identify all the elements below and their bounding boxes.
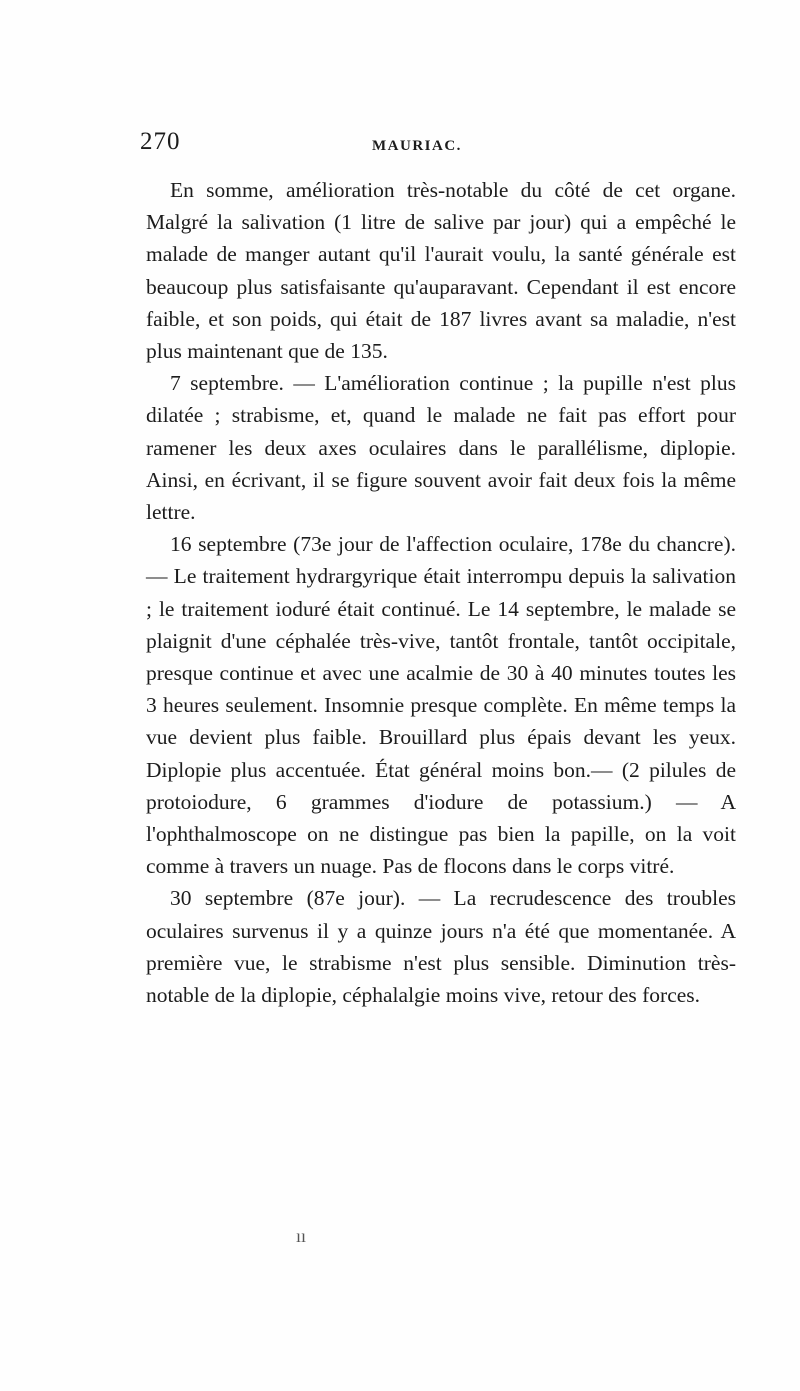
paragraph-1: En somme, amélioration très-notable du côté de cet organe. Malgré la salivation (1 litre de salive par jour) qui a empêché le malade de manger autant qu'il l'aurait voulu, la santé générale est beaucoup plus satisfaisante qu'auparavant. Cependant il est encore faible, et son poids, qui était de 187 livres avant sa maladie, n'est plus maintenant que de 135. [146,178,736,364]
running-head: MAURIAC. [372,138,462,154]
body-text [146,174,736,1011]
paragraph-4: 30 septembre (87e jour). — La recrudescence des troubles oculaires survenus il y a quinze jours n'a été que momentanée. A première vue, le strabisme n'est plus sensible. Diminution très-notable de la diplopie, céphalalgie moins vive, retour des forces. [146,886,736,1008]
page-number: 270 [140,128,181,155]
paragraph-2: 7 septembre. — L'amélioration continue ; la pupille n'est plus dilatée ; strabisme, et, quand le malade ne fait pas effort pour ramener les deux axes oculaires dans le parallélisme, diplopie. Ainsi, en écrivant, il se figure souvent avoir fait deux fois la même lettre. [146,371,736,525]
page-header [140,128,740,168]
paragraph-3: 16 septembre (73e jour de l'affection oculaire, 178e du chancre).— Le traitement hydrargyrique était interrompu depuis la salivation ; le traitement ioduré était continué. Le 14 septembre, le malade se plaignit d'une céphalée très-vive, tantôt frontale, tantôt occipitale, presque continue et avec une acalmie de 30 à 40 minutes toutes les 3 heures seulement. Insomnie presque complète. En même temps la vue devient plus faible. Brouillard plus épais devant les yeux. Diplopie plus accentuée. État général moins bon.— (2 pilules de protoiodure, 6 grammes d'iodure de potassium.) — A l'ophthalmoscope on ne distingue pas bien la papille, on la voit comme à travers un nuage. Pas de flocons dans le corps vitré. [146,532,736,879]
page-mark: ıı [296,1226,307,1246]
